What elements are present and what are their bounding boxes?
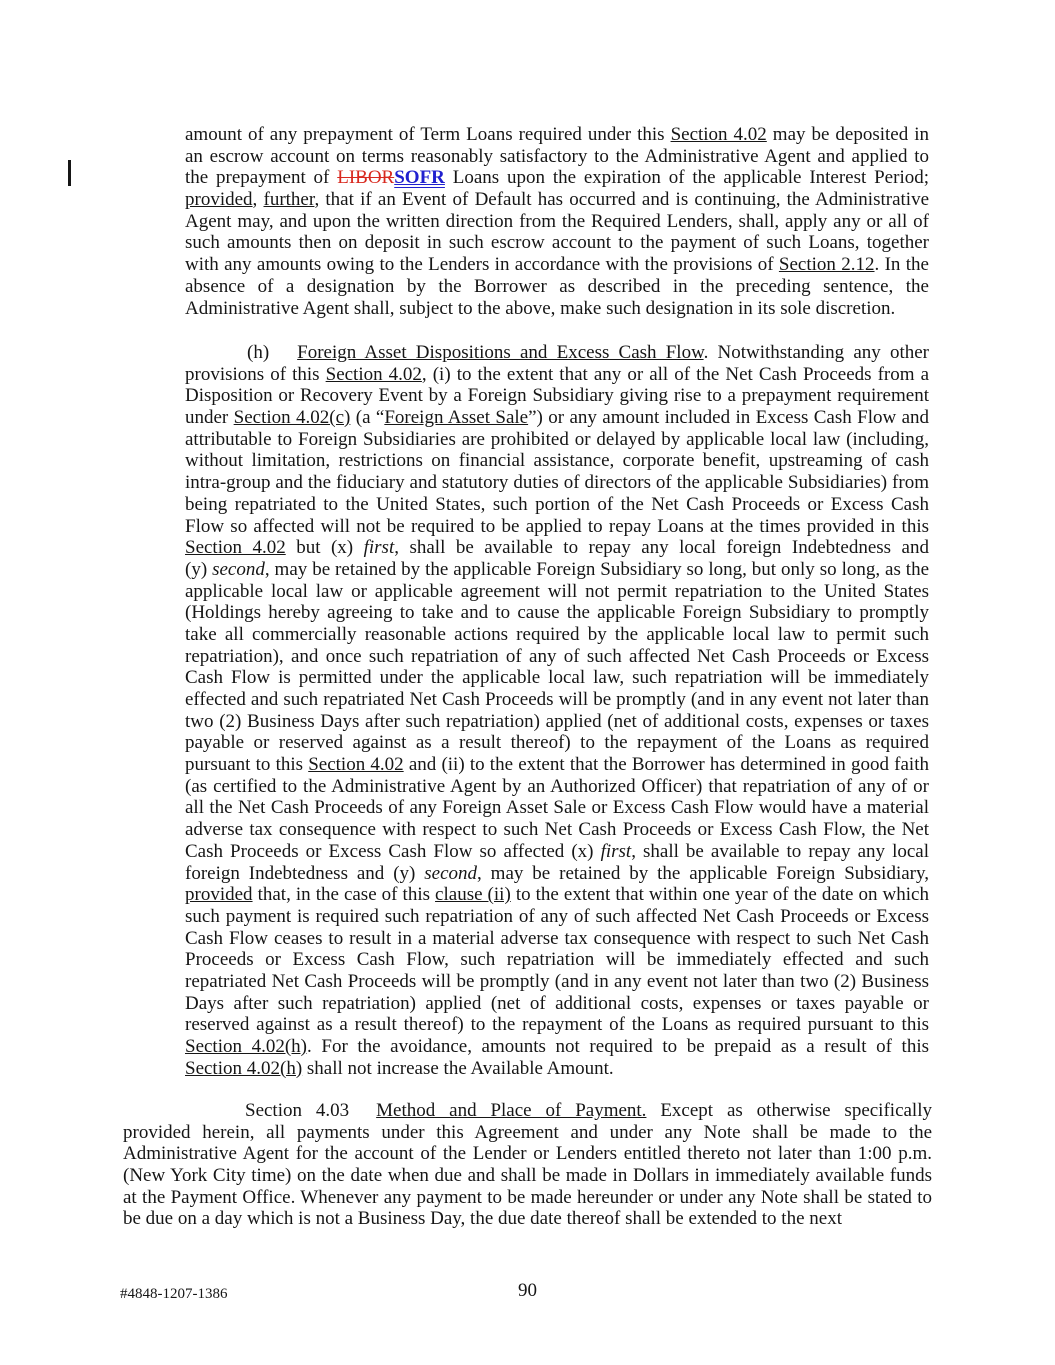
text-run: Administrative Agent shall, subject to the above, make such designation in its sole discretion. xyxy=(185,297,896,319)
text-run: but (x) xyxy=(285,537,364,559)
deleted-text: LIBOR xyxy=(337,167,395,189)
text-run: ”) or any amount included in Excess Cash Flow and xyxy=(528,407,929,429)
text-run: Days after such repatriation) applied (net of additional costs, expenses or taxes payable or xyxy=(185,992,929,1014)
revision-change-bar xyxy=(68,160,71,186)
text-run: shall not increase the Available Amount. xyxy=(302,1057,614,1079)
text-run: Loans upon the expiration of the applicable Interest Period; xyxy=(444,167,929,189)
text-run: , that if an Event of Default has occurred and is continuing, the Administrative xyxy=(314,189,929,211)
text-line xyxy=(185,516,929,538)
text-run: being repatriated to the United States, such portion of the Net Cash Proceeds or Excess Cash xyxy=(185,493,929,515)
text-line xyxy=(185,928,929,950)
text-line xyxy=(185,537,929,559)
text-line xyxy=(185,689,929,711)
text-run: Disposition or Recovery Event by a Foreign Subsidiary giving rise to a prepayment requirement xyxy=(185,385,929,407)
text-run: an escrow account on terms reasonably satisfactory to the Administrative Agent and applied to xyxy=(185,145,929,167)
text-run: intra-group and the fiduciary and statutory duties of directors of the applicable Subsidiaries) from xyxy=(185,472,929,494)
paragraph-escrow-prepayment xyxy=(185,124,929,319)
text-line xyxy=(185,863,929,885)
text-run: Flow so affected will not be required to be applied to repay Loans at the times provided in this xyxy=(185,515,929,537)
text-run: without limitation, restrictions on financial assistance, corporate benefit, upstreaming of cash xyxy=(185,450,929,472)
text-line xyxy=(185,559,929,581)
tab-spacer xyxy=(185,357,247,358)
text-line xyxy=(185,711,929,733)
text-run: . Notwithstanding any other xyxy=(703,342,929,363)
italic-text: second xyxy=(424,862,478,884)
italic-text: first xyxy=(600,840,632,862)
underlined-text: Section 4.02 xyxy=(325,363,422,385)
text-line xyxy=(185,189,929,211)
text-line xyxy=(123,1122,932,1144)
text-run: applicable local law or applicable agreement will not permit repatriation to the United States xyxy=(185,580,929,602)
text-run: , may be retained by the applicable Foreign Subsidiary, xyxy=(477,862,929,884)
text-line xyxy=(185,494,929,516)
text-run: (New York City time) on the date when due and shall be made in Dollars in immediately available funds xyxy=(123,1165,932,1187)
underlined-text: clause (ii) xyxy=(435,884,511,906)
paragraph-method-and-place-of-payment xyxy=(123,1100,932,1230)
text-line xyxy=(185,993,929,1015)
text-line xyxy=(123,1187,932,1209)
text-run: at the Payment Office. Whenever any payment to be made hereunder or under any Note shall be stated to xyxy=(123,1186,932,1208)
text-run: , may be retained by the applicable Foreign Subsidiary so long, but only so long, as the xyxy=(264,558,929,580)
text-run: two (2) Business Days after such repatriation) applied (net of additional costs, expenses or taxes xyxy=(185,710,929,732)
text-line xyxy=(185,884,929,906)
text-run: under xyxy=(185,407,234,429)
text-line xyxy=(185,429,929,451)
text-run: and (ii) to the extent that the Borrower has determined in good faith xyxy=(403,754,929,776)
text-run: , xyxy=(252,189,264,211)
text-run: (as certified to the Administrative Agent by an Authorized Officer) that repatriation of any of or xyxy=(185,775,929,797)
underlined-text: Foreign Asset Sale xyxy=(384,407,529,429)
text-run: attributable to Foreign Subsidiaries are prohibited or delayed by applicable local law (including, xyxy=(185,428,929,450)
text-run: reserved against as a result thereof) to the repayment of the Loans as required pursuant to this xyxy=(185,1014,929,1036)
text-line xyxy=(185,624,929,646)
text-run: Administrative Agent for the account of the Lender or Lenders entitled thereto not later than 1:00 p.m. xyxy=(123,1143,932,1165)
text-run: Cash Flow ceases to result in a material adverse tax consequence with respect to such Net Cash xyxy=(185,927,929,949)
text-run: , shall be available to repay any local foreign Indebtedness and xyxy=(394,537,929,559)
underlined-text: Foreign Asset Dispositions and Excess Cash Flow xyxy=(297,342,704,363)
text-run: such amounts then on deposit in such escrow account to the payment of such Loans, together xyxy=(185,232,929,254)
text-line xyxy=(185,1036,929,1058)
text-run: absence of a designation by the Borrower as described in the preceding sentence, the xyxy=(185,275,929,297)
text-line xyxy=(185,364,929,386)
text-line xyxy=(185,732,929,754)
text-line xyxy=(185,646,929,668)
underlined-text: Section 4.02 xyxy=(308,754,404,776)
text-run: such payment is required such repatriation of any of such affected Net Cash Proceeds or Excess xyxy=(185,905,929,927)
underlined-text: Section 2.12 xyxy=(778,254,875,276)
text-run: adverse tax consequence with respect to such Net Cash Proceeds or Excess Cash Flow, the Net xyxy=(185,819,929,841)
text-line xyxy=(185,754,929,776)
text-line xyxy=(185,949,929,971)
text-run: (Holdings hereby agreeing to take and to cause the applicable Foreign Subsidiary to promptly xyxy=(185,602,929,624)
underlined-text: provided xyxy=(185,884,253,906)
text-run: repatriated Net Cash Proceeds will be promptly (and in any event not later than two (2) Business xyxy=(185,970,929,992)
text-line xyxy=(123,1143,932,1165)
text-run: may be deposited in xyxy=(766,124,929,145)
text-run: repatriation), and once such repatriation of any of such affected Net Cash Proceeds or Excess xyxy=(185,645,929,667)
italic-text: second xyxy=(212,558,265,580)
text-line xyxy=(185,298,929,320)
inserted-text: SOFR xyxy=(394,167,445,189)
text-run: pursuant to this xyxy=(185,754,309,776)
text-run: all the Net Cash Proceeds of any Foreign Asset Sale or Excess Cash Flow would have a material xyxy=(185,797,929,819)
text-line xyxy=(185,776,929,798)
text-line xyxy=(185,342,929,364)
footer-page-number: 90 xyxy=(518,1280,537,1301)
text-line xyxy=(185,450,929,472)
text-run: payable or reserved against as a result thereof) to the repayment of the Loans as required xyxy=(185,732,929,754)
footer-doc-number: #4848-1207-1386 xyxy=(120,1286,228,1302)
text-line xyxy=(185,124,929,146)
text-run: foreign Indebtedness and (y) xyxy=(185,862,425,884)
underlined-text: provided xyxy=(185,189,253,211)
text-line xyxy=(185,797,929,819)
text-run: Cash Flow is permitted under the applicable local law, such repatriation will be immediately xyxy=(185,667,929,689)
text-line xyxy=(123,1100,932,1122)
text-line xyxy=(185,971,929,993)
text-run: provisions of this xyxy=(185,363,326,385)
underlined-text: Section 4.02 xyxy=(670,124,767,145)
text-line xyxy=(185,906,929,928)
text-run: Section 4.03 xyxy=(245,1100,350,1121)
underlined-text: Section 4.02(h) xyxy=(185,1057,303,1079)
text-run: Cash Proceeds or Excess Cash Flow so affected (x) xyxy=(185,840,601,862)
text-run: Except as otherwise specifically xyxy=(646,1100,932,1121)
text-run: to the extent that within one year of the date on which xyxy=(510,884,929,906)
text-run: , (i) to the extent that any or all of the Net Cash Proceeds from a xyxy=(421,363,929,385)
text-line xyxy=(185,146,929,168)
text-run: be due on a day which is not a Business Day, the due date thereof shall be extended to the next xyxy=(123,1208,842,1230)
text-run: (a “ xyxy=(350,407,385,429)
text-line xyxy=(123,1208,932,1230)
italic-text: first xyxy=(363,537,395,559)
text-line xyxy=(185,254,929,276)
text-line xyxy=(185,841,929,863)
text-line xyxy=(185,1058,929,1080)
tab-spacer xyxy=(269,357,297,358)
text-line xyxy=(185,602,929,624)
text-line xyxy=(185,819,929,841)
text-line xyxy=(185,167,929,189)
text-line xyxy=(185,407,929,429)
text-run: , shall be available to repay any local xyxy=(631,840,929,862)
text-line xyxy=(185,581,929,603)
text-line xyxy=(185,211,929,233)
text-run: the prepayment of xyxy=(185,167,338,189)
text-line xyxy=(185,232,929,254)
text-run: take all commercially reasonable actions required by the applicable local law to permit such xyxy=(185,623,929,645)
tab-spacer xyxy=(123,1115,245,1116)
text-line xyxy=(185,1014,929,1036)
text-run: Agent may, and upon the written direction from the Required Lenders, shall, apply any or all of xyxy=(185,210,929,232)
text-line xyxy=(123,1165,932,1187)
text-run: with any amounts owing to the Lenders in accordance with the provisions of xyxy=(185,254,779,276)
text-run: amount of any prepayment of Term Loans required under this xyxy=(185,124,671,145)
text-run: provided herein, all payments under this Agreement and under any Note shall be made to the xyxy=(123,1121,932,1143)
text-run: . In the xyxy=(874,254,929,276)
text-run: Proceeds or Excess Cash Flow, such repatriation will be immediately effected and such xyxy=(185,949,929,971)
text-run: (y) xyxy=(185,558,213,580)
text-line xyxy=(185,472,929,494)
underlined-text: Method and Place of Payment. xyxy=(376,1100,647,1121)
text-line xyxy=(185,385,929,407)
underlined-text: Section 4.02(c) xyxy=(233,407,351,429)
paragraph-foreign-asset-dispositions xyxy=(185,342,929,1079)
text-run: that, in the case of this xyxy=(252,884,436,906)
text-run: (h) xyxy=(247,342,270,363)
text-run: effected and such repatriated Net Cash Proceeds will be promptly (and in any event not later than xyxy=(185,689,929,710)
tab-spacer xyxy=(349,1115,376,1116)
text-line xyxy=(185,276,929,298)
text-line xyxy=(185,667,929,689)
text-run: . For the avoidance, amounts not required to be prepaid as a result of this xyxy=(307,1036,929,1057)
underlined-text: Section 4.02 xyxy=(185,537,286,559)
underlined-text: Section 4.02(h) xyxy=(185,1036,308,1057)
underlined-text: further xyxy=(263,189,315,211)
